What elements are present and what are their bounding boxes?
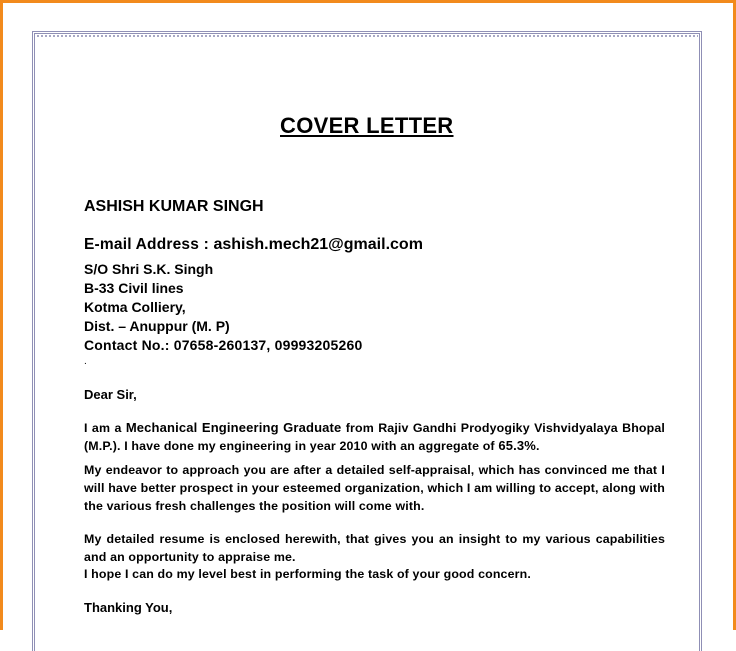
para1-text: . [535, 439, 540, 453]
address-line: B-33 Civil lines [84, 280, 184, 296]
page-title: COVER LETTER [280, 113, 454, 138]
degree-highlight: Mechanical Engineering Graduate [125, 420, 342, 435]
contact-number: Contact No.: 07658-260137, 09993205260 [84, 337, 363, 353]
email-value: ashish.mech21@gmail.com [213, 236, 423, 253]
applicant-name: ASHISH KUMAR SINGH [84, 198, 264, 215]
paragraph-endeavor: My endeavor to approach you are after a detailed self-appraisal, which has convinced me that I will have better prospect in your esteemed organization, which I am willing to accept, along with the various fresh challenges the position will come with. [84, 463, 665, 513]
closing: Thanking You, [84, 600, 173, 615]
paragraph-resume: My detailed resume is enclosed herewith, that gives you an insight to my various capabilities and an opportunity to appraise me. [84, 532, 665, 564]
address-line: Kotma Colliery, [84, 299, 186, 315]
aggregate-highlight: 65.3% [498, 438, 536, 453]
para1-text: I am a [84, 421, 126, 435]
decorative-dotted-line [36, 34, 698, 38]
para1-text: from Rajiv Gandhi Prodyogiky Vishvidyalaya Bhopal (M.P.). I have done my engineering in year 2010 with an aggregate of [84, 421, 665, 453]
paragraph-intro [84, 419, 665, 455]
email-line [84, 236, 423, 254]
salutation: Dear Sir, [84, 387, 137, 402]
stray-dot: . [84, 356, 87, 367]
address-line: S/O Shri S.K. Singh [84, 261, 214, 277]
email-label: E-mail Address : [84, 236, 214, 253]
address-line: Dist. – Anuppur (M. P) [84, 318, 230, 334]
paragraph-hope: I hope I can do my level best in performing the task of your good concern. [84, 567, 531, 581]
